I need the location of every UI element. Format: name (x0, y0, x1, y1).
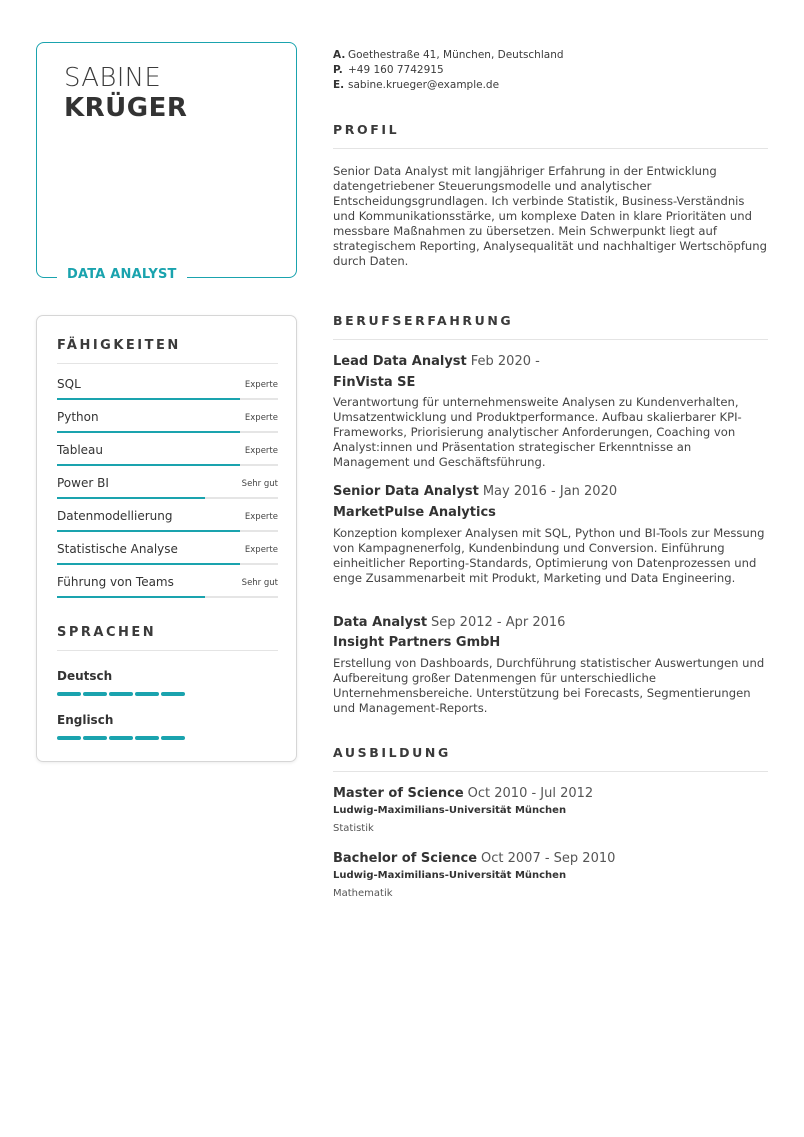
skill-item (57, 542, 278, 566)
skill-bar-fill (57, 398, 240, 400)
experience-divider (333, 339, 768, 340)
job-description: Erstellung von Dashboards, Durchführung statistischer Auswertungen und Aufbereitung großer Datenmengen für unterschiedliche Unternehmensbereiche. Unterstützung bei Forecasts, Segmentierungen und Management-Reports. (333, 656, 765, 715)
skill-bar (57, 398, 278, 400)
language-item (57, 713, 278, 727)
job-dates: Sep 2012 - Apr 2016 (431, 615, 566, 630)
rating-dot (135, 692, 159, 696)
skill-name: Power BI (57, 476, 109, 490)
job-role: Senior Data Analyst (333, 484, 479, 499)
rating-dot (57, 692, 81, 696)
skill-name: Führung von Teams (57, 575, 174, 589)
skill-level: Experte (244, 380, 278, 390)
skill-level: Sehr gut (241, 479, 278, 489)
language-name: Deutsch (57, 669, 113, 683)
field-of-study: Mathematik (333, 888, 393, 899)
skill-name: SQL (57, 377, 81, 391)
email-value: sabine.krueger@example.de (348, 79, 500, 91)
languages-heading: SPRACHEN (57, 625, 157, 640)
job-header (333, 484, 617, 499)
job-role: Data Analyst (333, 615, 428, 630)
school-name: Ludwig-Maximilians-Universität München (333, 870, 567, 881)
rating-dot (109, 692, 133, 696)
degree-name: Bachelor of Science (333, 851, 478, 866)
rating-dot (83, 692, 107, 696)
skill-item (57, 377, 278, 401)
skill-level: Experte (244, 446, 278, 456)
skill-level: Sehr gut (241, 578, 278, 588)
skills-box (36, 315, 297, 762)
skill-bar-fill (57, 431, 240, 433)
skill-bar (57, 464, 278, 466)
address-label: A. (333, 49, 346, 61)
skill-bar (57, 431, 278, 433)
rating-dot (135, 736, 159, 740)
education-dates: Oct 2007 - Sep 2010 (481, 851, 616, 866)
skill-item (57, 575, 278, 599)
education-header (333, 851, 615, 866)
rating-dot (57, 736, 81, 740)
languages-divider (57, 650, 278, 651)
rating-dot (109, 736, 133, 740)
language-item (57, 669, 278, 683)
email-label: E. (333, 79, 345, 91)
contact-email (333, 79, 499, 91)
skill-bar (57, 497, 278, 499)
skill-name: Datenmodellierung (57, 509, 173, 523)
job-description: Verantwortung für unternehmensweite Analysen zu Kundenverhalten, Umsatzentwicklung und Produktperformance. Aufbau skalierbarer KPI-Frameworks, Priorisierung analytischer Anforderungen, Coaching von Analyst:innen und Präsentation strategischer Erkenntnisse an Management und Geschäftsführung. (333, 395, 742, 469)
job-dates: Feb 2020 - (470, 354, 540, 369)
job-description: Konzeption komplexer Analysen mit SQL, Python und BI-Tools zur Messung von Kampagnenerfolg, Kundenbindung und Conversion. Einführung einheitlicher Reporting-Standards, Optimierung von Datenprozessen und enge Zusammenarbeit mit Produkt, Marketing und Data Engineering. (333, 526, 765, 585)
experience-heading: BERUFSERFAHRUNG (333, 313, 514, 328)
education-divider (333, 771, 768, 772)
education-header (333, 786, 593, 801)
job-header (333, 615, 565, 630)
rating-dot (161, 692, 185, 696)
skill-level: Experte (244, 545, 278, 555)
rating-dot (83, 736, 107, 740)
skill-bar (57, 530, 278, 532)
skill-name: Tableau (57, 443, 103, 457)
skill-name: Python (57, 410, 99, 424)
job-header (333, 354, 540, 369)
last-name: KRÜGER (64, 93, 188, 123)
skill-name: Statistische Analyse (57, 542, 178, 556)
contact-address (333, 49, 564, 61)
phone-value: +49 160 7742915 (348, 64, 444, 76)
skill-level: Experte (244, 512, 278, 522)
field-of-study: Statistik (333, 823, 374, 834)
first-name: SABINE (64, 63, 162, 93)
skill-bar-fill (57, 464, 240, 466)
job-role: Lead Data Analyst (333, 354, 467, 369)
skill-item (57, 410, 278, 434)
skill-item (57, 509, 278, 533)
profile-text: Senior Data Analyst mit langjähriger Erfahrung in der Entwicklung datengetriebener Steuerungsmodelle und analytischer Entscheidungsgrundlagen. Ich verbinde Statistik, Business-Verständnis und Kommunikationsstärke, um komplexe Daten in klare Prioritäten und messbare Maßnahmen zu übersetzen. Mein Schwerpunkt liegt auf strategischem Reporting, Analysequalität und nachhaltiger Wertschöpfung durch Daten. (333, 164, 767, 268)
school-name: Ludwig-Maximilians-Universität München (333, 805, 567, 816)
language-name: Englisch (57, 713, 114, 727)
contact-phone (333, 64, 444, 76)
company-name: Insight Partners GmbH (333, 635, 501, 650)
language-rating (57, 736, 197, 740)
skill-bar-fill (57, 563, 240, 565)
skills-divider (57, 363, 278, 364)
profile-heading: PROFIL (333, 122, 400, 137)
skill-bar-fill (57, 596, 205, 598)
skill-bar (57, 596, 278, 598)
skill-item (57, 476, 278, 500)
skill-bar-fill (57, 497, 205, 499)
skills-heading: FÄHIGKEITEN (57, 338, 181, 353)
company-name: MarketPulse Analytics (333, 505, 496, 520)
phone-label: P. (333, 64, 343, 76)
skill-item (57, 443, 278, 467)
skill-bar (57, 563, 278, 565)
profile-divider (333, 148, 768, 149)
address-value: Goethestraße 41, München, Deutschland (348, 49, 564, 61)
job-dates: May 2016 - Jan 2020 (482, 484, 618, 499)
job-title: DATA ANALYST (57, 267, 187, 282)
skill-bar-fill (57, 530, 240, 532)
language-rating (57, 692, 197, 696)
education-dates: Oct 2010 - Jul 2012 (467, 786, 594, 801)
company-name: FinVista SE (333, 375, 416, 390)
degree-name: Master of Science (333, 786, 464, 801)
education-heading: AUSBILDUNG (333, 745, 451, 760)
rating-dot (161, 736, 185, 740)
skill-level: Experte (244, 413, 278, 423)
name-box (36, 42, 297, 282)
